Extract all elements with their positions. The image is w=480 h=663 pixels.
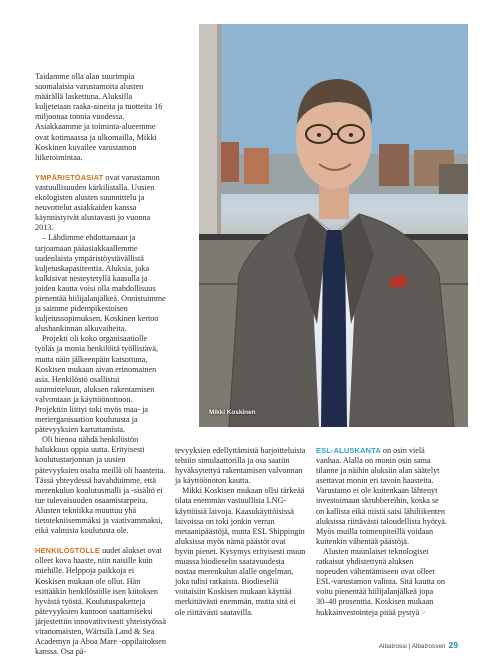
environment-para-3: Oli hienoa nähdä henkilöstön halukkuus oppia uutta. Erityisesti koulutustarjonnan ja uusien pätevyyksien osalta meillä oli haasteita. Tässä yhteydessä havahduimme, että merenkulun koulutusmalli ja -sisältö ei tue tulevaisuuden osaamistarpeita. Alusten tekniikka muuttuu yhä tietotekniisemmäksi ja vaativammaksi, eikä valmista koulutusta ole.	[35, 435, 166, 536]
environment-lead: ovat varustamon vastuullisuuden kärkilistalla. Uusien ekologisten alusten suunnittelu ja neuvottelut asiakkaiden kanssa käynnistyivät alustavasti jo vuonna 2013.	[35, 172, 160, 233]
page-number: 29	[448, 640, 458, 650]
publication-name: Albatrossi | Albatrossen	[378, 643, 446, 650]
staff-heading: HENKILÖSTÖLLE	[35, 546, 101, 556]
portrait-illustration	[199, 24, 468, 427]
column-3	[316, 446, 447, 618]
continue-arrow-icon: >	[421, 607, 426, 617]
esl-paragraph	[316, 446, 447, 547]
portrait-photo	[199, 24, 468, 427]
esl-para-1-text: Alusten muunlaiset teknologiset ratkaisut yhdistettynä aluksen nopeuden vähentämiseen ovat olleet ESL-varustamon valinta. Sitä kautta on voitu pienentää hiilijalanjälkeä jopa 30–40 prosenttia. Koskisen mukaan hukkainvestointeja pitää pystyä	[316, 546, 445, 617]
esl-heading: ESL-ALUSKANTA	[316, 446, 381, 455]
esl-para-1	[316, 547, 447, 618]
environment-heading: YMPÄRISTÖASIAT	[35, 172, 104, 182]
environment-para-1: – Lähdimme ehdottamaan ja tarjoamaan pääasiakkaallemme uudenlaista ympäristöystävällistä kuljetuskapasiteettia. Aluksia, joka kulkisivat nesteytetyllä kaasulla ja joiden kautta voisi olla mahdollisuus pienentää hiilijalanjälkeä. Onnistuimme ja saimme pidempikestoisen kuljetussopimuksen, Koskinen kertoo alushankinnan alkuvaiheita.	[35, 233, 166, 334]
staff-paragraph	[35, 546, 166, 657]
staff-para-1: Mikki Koskisen mukaan ollsi tärkeää tilata enemmän vastuullisia LNG-käyttöisiä laivoja. Kaasukäyttöisissä laivoissa on toki jonkin verran metaanipäästöjä, mutta ESL Shippingin aluksissa myös nämä päästöt ovat hyvin pienet. Kysymys erityisesti muun muassa biodieselin saatavuudesta nostaa merenkulun alalle ongelman, joka tulisi ratkaista. Biodieseliä voitaisiin Koskisen mukaan käyttää merkittävästi enemmän, mutta sitä ei ole riittävästi saatavilla.	[175, 486, 306, 617]
staff-lead-part: uudet alukset ovat olleet kova haaste, niin naisille kuin miehille. Helppoja paikkoja ei Koskisen mukaan ole ollut. Hän esittääkin henkilöstölle isen kiitoksen hyvästä työstä. Koulutuspaketteja pätevyyksien kuntoon saattamiseksi järjestettiin innovatiivisesti yhteistyössä viranomaisten, Wärtsilä Land & Sea Academyn ja Aboa Mare -oppilaitoksen kanssa. Osa pä-	[35, 546, 166, 657]
staff-lead-continued: tevyyksien edellyttämistä harjoitteluista tehtiin simulaattorilla ja osa saatiin hyväksytettyä rakentamisen valvonnan ja käyttöönoton kautta.	[175, 446, 306, 486]
environment-paragraph	[35, 173, 166, 234]
esl-lead: on osin vielä vanhaa. Alalla on monin osin sama tilanne ja näihin aluksiin alan säätelyt asettavat monin eri tavoin haasteita. Varustamo ei ole kuitenkaan lähtenyt investoimaan skrubbereihin, koska se on kallista eikä niistä saisi lähiliikenten aluksissa riittävästi taloudellista hyötyä. Myös muilla toimenpiteillä voidaan kuitenkin vähentää päästöjä.	[316, 446, 447, 546]
photo-caption: Mikki Koskinen	[209, 409, 256, 416]
intro-paragraph: Taidamme olla alan suurimpia suomalaisia varustamoita alusten määrällä laskettuna. Aluksilla kuljetetaan raaka-aineita ja tuotteita 16 miljoonaa tonnia vuodessa. Asiakkaamme ja toiminta-alueemme ovat kotimaassa ja ulkomailla, Mikki Koskinen kuvailee varustamon liiketoimintaa.	[35, 72, 163, 162]
column-2	[175, 446, 306, 618]
column-1	[35, 72, 166, 657]
page-footer	[379, 640, 458, 650]
environment-para-2: Projekti oli koko organisaatiolle työläs ja monia henkilöitä työllistävä, mutta näin jälkeenpäin katsottuna, Koskisen mukaan aivan erinomainen asia. Henkilöstö osallistui suunnitteluun, aluksen rakentamisen valvontaan ja käyttöönottoon. Projektiin liittyi toki myös maa- ja merierganisaation koulutusta ja pätevyyksien kartuttamista.	[35, 334, 159, 435]
